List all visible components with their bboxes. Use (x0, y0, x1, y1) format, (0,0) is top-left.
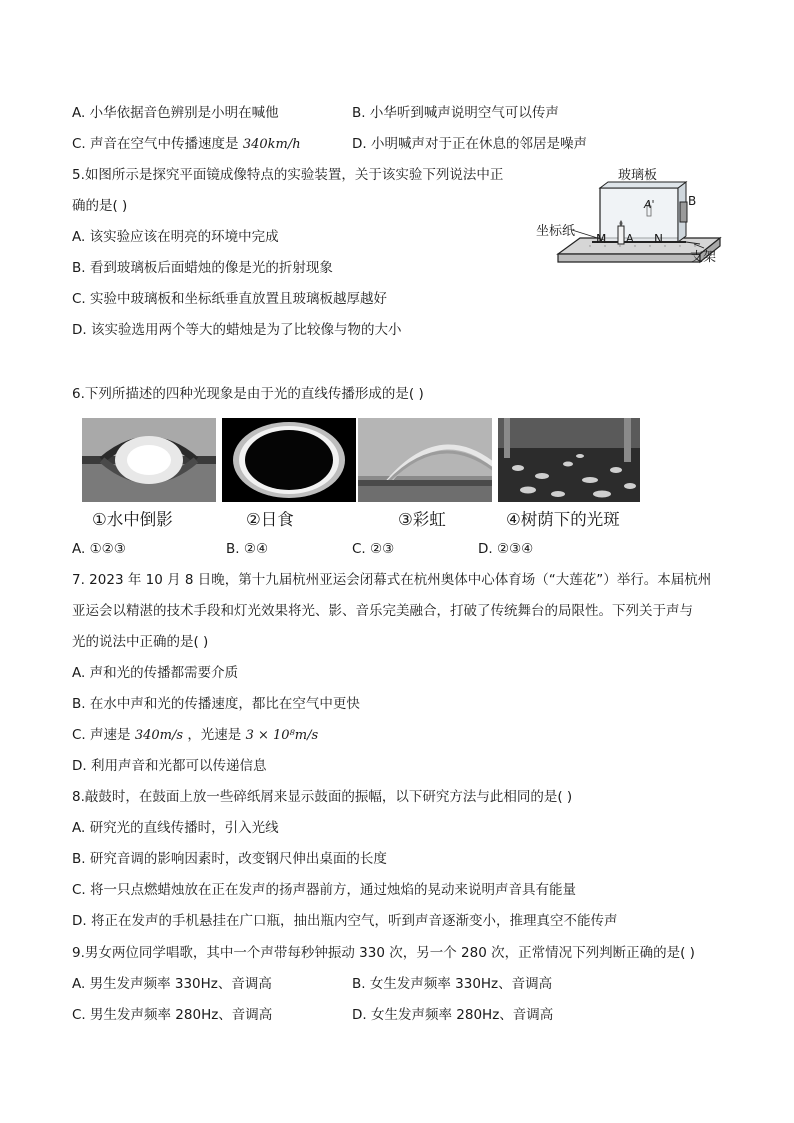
q7-option-c-pre: C. 声速是 (72, 727, 131, 743)
q4-option-c (72, 135, 301, 154)
q6-option-d: D. ②③④ (478, 541, 534, 557)
q7-stem-line1: 7. 2023 年 10 月 8 日晚，第十九届杭州亚运会闭幕式在杭州奥体中心体育场（“大莲花”）举行。本届杭州 (72, 572, 712, 588)
q5-option-b: B. 看到玻璃板后面蜡烛的像是光的折射现象 (72, 260, 333, 276)
q7-option-c-math1: 340m/s (134, 728, 184, 743)
caption-3: ③彩虹 (398, 510, 446, 529)
q4-option-b: B. 小华听到喊声说明空气可以传声 (352, 105, 559, 121)
label-m: M (596, 232, 607, 246)
photo-solar-eclipse (222, 418, 356, 502)
q9-option-d: D. 女生发声频率 280Hz、音调高 (352, 1007, 554, 1023)
label-b: B (688, 194, 697, 208)
q6-option-a: A. ①②③ (72, 541, 126, 557)
q4-option-a: A. 小华依据音色辨别是小明在喊他 (72, 105, 279, 121)
label-a: A (626, 232, 634, 245)
q8-option-b: B. 研究音调的影响因素时，改变钢尺伸出桌面的长度 (72, 851, 387, 867)
label-grid-paper: 坐标纸 (536, 224, 576, 239)
q7-option-b: B. 在水中声和光的传播速度，都比在空气中更快 (72, 696, 360, 712)
q5-stem-line2: 确的是( ) (72, 198, 128, 214)
caption-2: ②日食 (246, 510, 294, 529)
label-stand: 支架 (690, 250, 717, 265)
label-a-prime: A' (644, 198, 655, 211)
q8-stem: 8.敲鼓时，在鼓面上放一些碎纸屑来显示鼓面的振幅，以下研究方法与此相同的是( ) (72, 789, 573, 805)
q6-photo-strip (82, 418, 642, 528)
q9-option-c: C. 男生发声频率 280Hz、音调高 (72, 1007, 273, 1023)
caption-1: ①水中倒影 (92, 510, 173, 529)
q8-option-a: A. 研究光的直线传播时，引入光线 (72, 820, 279, 836)
q9-option-a: A. 男生发声频率 330Hz、音调高 (72, 976, 272, 992)
caption-4: ④树荫下的光斑 (506, 510, 620, 529)
q4-option-c-math: 340km/h (242, 137, 301, 152)
photo-water-reflection (82, 418, 216, 502)
q5-option-c: C. 实验中玻璃板和坐标纸垂直放置且玻璃板越厚越好 (72, 291, 388, 307)
q6-stem: 6.下列所描述的四种光现象是由于光的直线传播形成的是( ) (72, 386, 424, 402)
q7-stem-line3: 光的说法中正确的是( ) (72, 634, 209, 650)
photo-tree-light-spots (498, 418, 640, 502)
q9-stem: 9.男女两位同学唱歌，其中一个声带每秒钟振动 330 次，另一个 280 次，正常情况下列判断正确的是( ) (72, 945, 695, 961)
label-glass-plate: 玻璃板 (618, 168, 658, 183)
q7-option-c (72, 726, 318, 745)
q5-option-d: D. 该实验选用两个等大的蜡烛是为了比较像与物的大小 (72, 322, 402, 338)
q6-option-b: B. ②④ (226, 541, 269, 557)
mirror-apparatus-figure (530, 162, 730, 272)
q7-option-a: A. 声和光的传播都需要介质 (72, 665, 239, 681)
q8-option-d: D. 将正在发声的手机悬挂在广口瓶，抽出瓶内空气，听到声音逐渐变小，推理真空不能传声 (72, 913, 618, 929)
q7-option-c-mid: ，光速是 (187, 727, 242, 743)
photo-rainbow (358, 418, 492, 502)
q6-option-c: C. ②③ (352, 541, 395, 557)
q5-stem-line1: 5.如图所示是探究平面镜成像特点的实验装置，关于该实验下列说法中正 (72, 167, 504, 183)
q5-option-a: A. 该实验应该在明亮的环境中完成 (72, 229, 279, 245)
q8-option-c: C. 将一只点燃蜡烛放在正在发声的扬声器前方，通过烛焰的晃动来说明声音具有能量 (72, 882, 577, 898)
q7-option-d: D. 利用声音和光都可以传递信息 (72, 758, 267, 774)
q7-option-c-math2: 3 × 10⁸m/s (245, 728, 319, 743)
q9-option-b: B. 女生发声频率 330Hz、音调高 (352, 976, 553, 992)
q4-option-c-text: C. 声音在空气中传播速度是 (72, 136, 239, 152)
q4-option-d: D. 小明喊声对于正在休息的邻居是噪声 (352, 136, 587, 152)
q7-stem-line2: 亚运会以精湛的技术手段和灯光效果将光、影、音乐完美融合，打破了传统舞台的局限性。下列关于声与 (72, 603, 693, 619)
label-n: N (654, 232, 663, 246)
